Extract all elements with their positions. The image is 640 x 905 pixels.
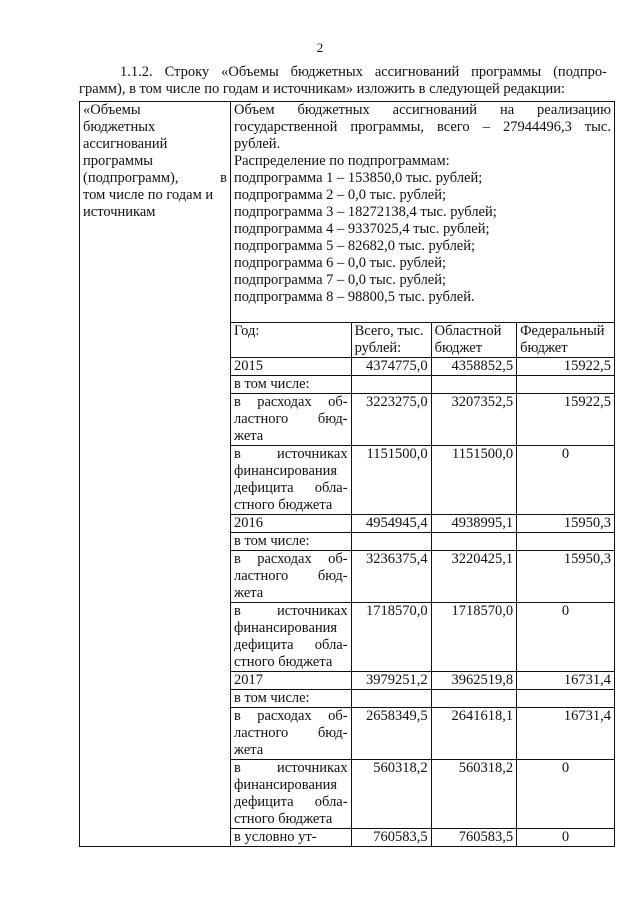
funding-by-year-table [231, 322, 614, 846]
regional-value [431, 533, 516, 551]
total-value: 560318,2 [351, 760, 431, 829]
subprogram-item: подпрограмма 5 – 82682,0 тыс. рублей; [234, 238, 476, 254]
row-label-line: дефицита обла- [234, 794, 348, 810]
federal-value: 0 [517, 603, 614, 672]
subprogram-item: подпрограмма 1 – 153850,0 тыс. рублей; [234, 170, 483, 186]
subprogram-item: подпрограмма 2 – 0,0 тыс. рублей; [234, 187, 447, 203]
table-row [231, 376, 614, 394]
row-label [231, 376, 351, 394]
total-value [351, 690, 431, 708]
regional-value: 4938995,1 [431, 515, 516, 533]
header-regional [431, 323, 516, 358]
federal-value: 15950,3 [517, 551, 614, 603]
row-title-line: «Объемы [83, 102, 141, 118]
regional-value: 1718570,0 [431, 603, 516, 672]
row-label-line: в том числе: [234, 376, 310, 392]
row-label [231, 358, 351, 376]
regional-value [431, 376, 516, 394]
row-label [231, 551, 351, 603]
header-federal [517, 323, 614, 358]
subprogram-list [234, 170, 611, 306]
federal-value: 0 [517, 829, 614, 847]
regional-value: 560318,2 [431, 760, 516, 829]
header-regional-text: бюджет [434, 340, 483, 356]
row-label [231, 672, 351, 690]
summary-line: государственной программы, всего – 27944496,3 тыс. [234, 119, 611, 135]
row-label-line: в расходах об- [234, 708, 348, 724]
table-row [231, 515, 614, 533]
row-label [231, 515, 351, 533]
row-label [231, 446, 351, 515]
table-row [231, 551, 614, 603]
regional-value: 760583,5 [431, 829, 516, 847]
row-label-line: 2017 [234, 672, 263, 688]
header-federal-text: бюджет [520, 340, 568, 356]
regional-value: 4358852,5 [431, 358, 516, 376]
federal-value: 16731,4 [517, 708, 614, 760]
row-label-line: жета [234, 742, 264, 758]
header-regional-text: Областной [434, 323, 502, 339]
federal-value: 0 [517, 760, 614, 829]
row-title-line: ассигнований [83, 136, 168, 152]
row-label-line: 2015 [234, 358, 263, 374]
row-title-cell [80, 102, 231, 847]
subprogram-item: подпрограмма 3 – 18272138,4 тыс. рублей; [234, 204, 497, 220]
summary-line: Объем бюджетных ассигнований на реализацию [234, 102, 611, 118]
total-value [351, 533, 431, 551]
row-label-line: в том числе: [234, 533, 310, 549]
total-value: 2658349,5 [351, 708, 431, 760]
subprogram-item: подпрограмма 8 – 98800,5 тыс. рублей. [234, 289, 475, 305]
row-title-line: бюджетных [83, 119, 156, 135]
header-total-text: Всего, тыс. [354, 323, 424, 339]
total-value: 3979251,2 [351, 672, 431, 690]
federal-value [517, 376, 614, 394]
total-value: 4374775,0 [351, 358, 431, 376]
intro-paragraph [79, 64, 607, 98]
regional-value [431, 690, 516, 708]
funding-summary [231, 102, 614, 322]
subprogram-item: подпрограмма 6 – 0,0 тыс. рублей; [234, 255, 447, 271]
subprogram-item: подпрограмма 4 – 9337025,4 тыс. рублей; [234, 221, 490, 237]
header-year [231, 323, 351, 358]
row-label-line: в источниках [234, 446, 348, 462]
row-label [231, 760, 351, 829]
federal-value: 0 [517, 446, 614, 515]
row-label-line: финансирования [234, 620, 338, 636]
row-label [231, 394, 351, 446]
row-label-line: в условно ут- [234, 829, 317, 845]
header-year-label: Год: [234, 323, 260, 339]
row-title-word: в [220, 170, 227, 186]
subprogram-item: подпрограмма 7 – 0,0 тыс. рублей; [234, 272, 447, 288]
table-row [231, 829, 614, 847]
regional-value: 3220425,1 [431, 551, 516, 603]
row-label-line: стного бюджета [234, 811, 333, 827]
federal-value: 15922,5 [517, 394, 614, 446]
row-label-line: ластного бюд- [234, 568, 348, 584]
row-label [231, 690, 351, 708]
table-row [231, 760, 614, 829]
federal-value [517, 533, 614, 551]
row-label-line: дефицита обла- [234, 480, 348, 496]
intro-line-2: грамм), в том числе по годам и источникам» изложить в следующей редакции: [79, 81, 566, 97]
header-total [351, 323, 431, 358]
row-label-line: 2016 [234, 515, 263, 531]
federal-value: 15922,5 [517, 358, 614, 376]
row-title-word: (подпрограмм), [83, 170, 179, 186]
row-title-line: том числе по годам и [83, 187, 214, 203]
regional-value: 1151500,0 [431, 446, 516, 515]
row-label [231, 829, 351, 847]
total-value [351, 376, 431, 394]
federal-value: 15950,3 [517, 515, 614, 533]
row-label-line: жета [234, 585, 264, 601]
row-label-line: финансирования [234, 463, 338, 479]
total-value: 760583,5 [351, 829, 431, 847]
row-label-line: ластного бюд- [234, 411, 348, 427]
federal-value: 16731,4 [517, 672, 614, 690]
row-title-line: источникам [83, 204, 156, 220]
regional-value: 3962519,8 [431, 672, 516, 690]
intro-line-1: 1.1.2. Строку «Объемы бюджетных ассигнований программы (подпро- [120, 64, 607, 80]
distribution-title: Распределение по подпрограммам: [234, 153, 450, 169]
row-label-line: в источниках [234, 603, 348, 619]
table-row [231, 708, 614, 760]
row-label-line: дефицита обла- [234, 637, 348, 653]
page-number: 2 [316, 40, 324, 55]
row-label [231, 708, 351, 760]
total-value: 3223275,0 [351, 394, 431, 446]
row-label-line: стного бюджета [234, 654, 333, 670]
row-title-line [83, 170, 227, 187]
passport-table [79, 101, 615, 847]
row-label-line: стного бюджета [234, 497, 333, 513]
row-label-line: в источниках [234, 760, 348, 776]
row-label-line: в расходах об- [234, 551, 348, 567]
row-label-line: в том числе: [234, 690, 310, 706]
table-row [231, 446, 614, 515]
row-label [231, 603, 351, 672]
row-label-line: финансирования [234, 777, 338, 793]
table-row [231, 690, 614, 708]
table-row [231, 358, 614, 376]
total-value: 1151500,0 [351, 446, 431, 515]
row-label-line: в расходах об- [234, 394, 348, 410]
summary-line: рублей. [234, 136, 281, 152]
table-row [231, 533, 614, 551]
row-label-line: ластного бюд- [234, 725, 348, 741]
regional-value: 3207352,5 [431, 394, 516, 446]
table-row [231, 394, 614, 446]
table-row [231, 672, 614, 690]
total-value: 4954945,4 [351, 515, 431, 533]
row-content-cell [231, 102, 615, 847]
row-title-line: программы [83, 153, 153, 169]
header-federal-text: Федеральный [520, 323, 605, 339]
total-value: 1718570,0 [351, 603, 431, 672]
federal-value [517, 690, 614, 708]
header-total-line [355, 323, 428, 340]
total-value: 3236375,4 [351, 551, 431, 603]
regional-value: 2641618,1 [431, 708, 516, 760]
row-label [231, 533, 351, 551]
table-row [231, 603, 614, 672]
header-total-text: рублей: [354, 340, 402, 356]
table-header-row [231, 323, 614, 358]
row-label-line: жета [234, 428, 264, 444]
